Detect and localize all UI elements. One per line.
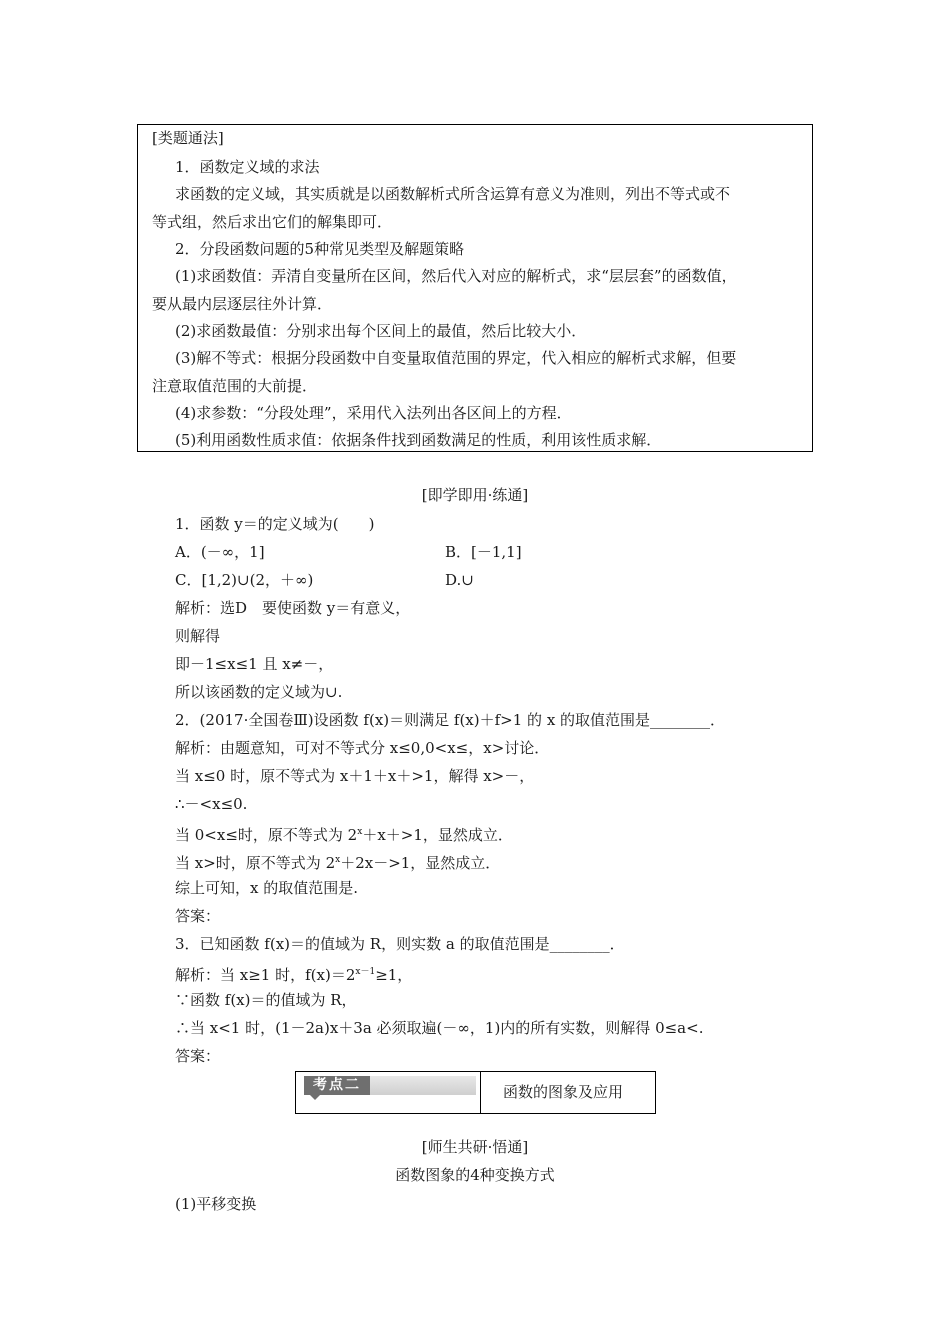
solution-line: 解析：当 x≥1 时，$f(x)=2^{x-1}\ge 1$， xyxy=(175,966,413,984)
option-c: C．[1,2)∪(2，＋∞) xyxy=(175,571,314,589)
solution-line: 当 x≤0 时，原不等式为 x＋1＋x＋>1，解得 x>－， xyxy=(175,767,535,785)
box-line: 要从最内层逐层往外计算． xyxy=(152,295,333,313)
option-a: A．(－∞，1] xyxy=(175,543,265,561)
option-d: D.∪ xyxy=(445,571,474,589)
question-2: 2．(2017·全国卷Ⅲ)设函数 f(x)＝则满足 f(x)＋f>1 的 x 的取值范围是________． xyxy=(175,711,726,729)
section-heading: [师生共研·悟通] xyxy=(421,1138,529,1156)
solution-line: ∴－<x≤0. xyxy=(175,795,248,813)
box-line: 注意取值范围的大前提． xyxy=(152,377,318,395)
solution-line: 当 x>时，原不等式为 $2^x+2x->1$，显然成立． xyxy=(175,854,501,872)
solution-line: ∴当 x<1 时，(1－2a)x＋3a 必须取遍(－∞，1)内的所有实数，则解得 0≤a<. xyxy=(175,1019,704,1037)
banner-divider xyxy=(480,1072,481,1113)
exam-point-title: 函数的图象及应用 xyxy=(503,1083,624,1101)
practice-heading: [即学即用·练通] xyxy=(421,486,529,504)
solution-line: 解析：选D 要使函数 y＝有意义， xyxy=(175,599,411,617)
answer-label: 答案： xyxy=(175,907,221,925)
box-line: 求函数的定义域，其实质就是以函数解析式所含运算有意义为准则，列出不等式或不 xyxy=(175,185,731,203)
section-subheading: 函数图象的4种变换方式 xyxy=(395,1166,555,1184)
item-translation: (1)平移变换 xyxy=(175,1195,257,1213)
solution-line: 即－1≤x≤1 且 x≠－， xyxy=(175,655,334,673)
badge-bar xyxy=(370,1076,476,1095)
solution-line: 解析：由题意知，可对不等式分 x≤0,0<x≤，x>讨论． xyxy=(175,739,550,757)
question-3: 3．已知函数 f(x)＝的值域为 R，则实数 a 的取值范围是________． xyxy=(175,935,625,953)
solution-line: 当 0<x≤时，原不等式为 $2^x+x+>1$，显然成立． xyxy=(175,826,513,844)
exam-point-banner xyxy=(295,1071,656,1114)
exam-point-badge: 考点二 xyxy=(304,1076,370,1095)
box-line: 等式组，然后求出它们的解集即可． xyxy=(152,213,393,231)
solution-line: ∵函数 f(x)＝的值域为 R， xyxy=(175,991,357,1009)
solution-line: 综上可知，x 的取值范围是. xyxy=(175,879,358,897)
badge-tail xyxy=(310,1095,320,1100)
box-line: (1)求函数值：弄清自变量所在区间，然后代入对应的解析式，求“层层套”的函数值， xyxy=(175,267,737,285)
box-heading: [类题通法] xyxy=(152,129,224,147)
solution-line: 所以该函数的定义域为∪. xyxy=(175,683,343,701)
box-line: (5)利用函数性质求值：依据条件找到函数满足的性质，利用该性质求解． xyxy=(175,431,662,449)
box-line: 2．分段函数问题的5种常见类型及解题策略 xyxy=(175,240,465,258)
question-1: 1．函数 y＝的定义域为( ) xyxy=(175,515,375,533)
box-line: 1．函数定义域的求法 xyxy=(175,158,320,176)
solution-line: 则解得 xyxy=(175,627,221,645)
option-b: B．[－1,1] xyxy=(445,543,522,561)
box-line: (4)求参数：“分段处理”，采用代入法列出各区间上的方程． xyxy=(175,404,572,422)
box-line: (3)解不等式：根据分段函数中自变量取值范围的界定，代入相应的解析式求解，但要 xyxy=(175,349,737,367)
answer-label: 答案： xyxy=(175,1047,221,1065)
box-line: (2)求函数最值：分别求出每个区间上的最值，然后比较大小． xyxy=(175,322,587,340)
